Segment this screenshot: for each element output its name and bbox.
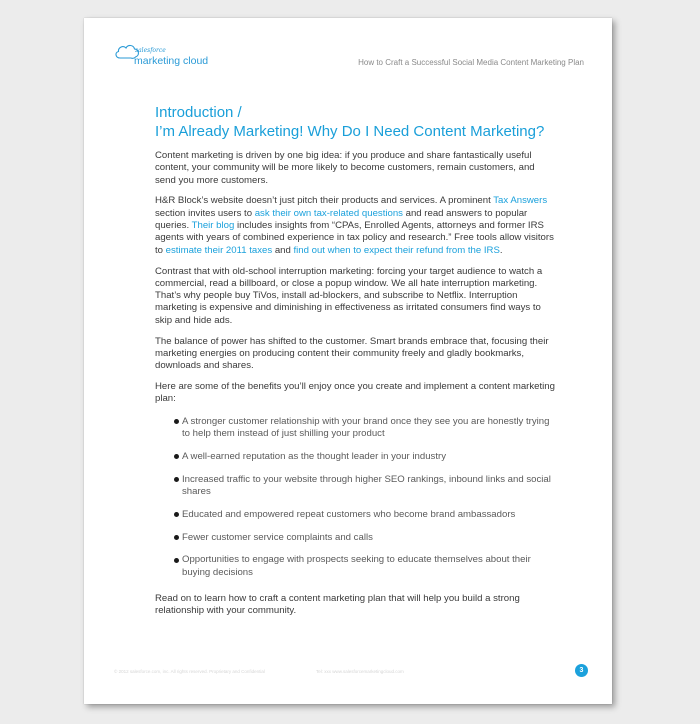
benefit-item bbox=[175, 532, 555, 544]
paragraph-2 bbox=[155, 195, 555, 256]
benefit-text: A stronger customer relationship with your brand once they see you are honestly trying to help them instead of just shilling your product bbox=[182, 415, 550, 440]
footer-copyright: © 2012 salesforce.com, inc. All rights reserved. Proprietary and Confidential bbox=[114, 669, 265, 674]
footer-contact: Tel: xxx www.salesforcemarketingcloud.com bbox=[316, 669, 404, 674]
document-page bbox=[84, 18, 612, 704]
bullet-icon bbox=[174, 558, 179, 563]
p2-text-6: . bbox=[499, 244, 503, 256]
p2-text-2: section invites users to bbox=[155, 207, 255, 219]
section-title-line-1: Introduction / bbox=[155, 104, 242, 121]
benefit-text: Opportunities to engage with prospects seeking to educate themselves about their buying decisions bbox=[182, 554, 531, 578]
marketing-cloud-logo[interactable] bbox=[114, 41, 214, 69]
p2-text-5: and bbox=[272, 244, 294, 256]
paragraph-4: The balance of power has shifted to the customer. Smart brands embrace that, focusing their marketing energies on producing content their community freely and gladly bookmarks, downloads and shares. bbox=[155, 335, 549, 372]
section-title bbox=[155, 104, 575, 141]
benefit-item bbox=[175, 509, 555, 521]
benefit-item bbox=[175, 451, 555, 463]
estimate-taxes-link[interactable]: estimate their 2011 taxes bbox=[165, 244, 273, 256]
logo-brand-text: marketing cloud bbox=[134, 55, 209, 67]
closing-paragraph: Read on to learn how to craft a content marketing plan that will help you build a strong relationship with your community. bbox=[155, 592, 520, 617]
benefit-text: Fewer customer service complaints and calls bbox=[182, 531, 373, 543]
benefit-text: Educated and empowered repeat customers who become brand ambassadors bbox=[182, 508, 516, 520]
benefit-text: A well-earned reputation as the thought leader in your industry bbox=[182, 450, 446, 462]
bullet-icon bbox=[174, 454, 179, 459]
their-blog-link[interactable]: Their blog bbox=[191, 220, 235, 232]
benefit-item bbox=[175, 474, 555, 499]
bullet-icon bbox=[174, 477, 179, 482]
tax-answers-link[interactable]: Tax Answers bbox=[493, 195, 548, 207]
p2-text-1: H&R Block’s website doesn’t just pitch their products and services. A prominent bbox=[155, 195, 494, 207]
bullet-icon bbox=[174, 535, 179, 540]
benefits-intro: Here are some of the benefits you’ll enjoy once you create and implement a content marketing plan: bbox=[155, 381, 555, 405]
benefit-text: Increased traffic to your website through higher SEO rankings, inbound links and social shares bbox=[182, 473, 551, 497]
section-title-line-2: I’m Already Marketing! Why Do I Need Content Marketing? bbox=[155, 122, 545, 140]
paragraph-3: Contrast that with old-school interruption marketing: forcing your target audience to watch a commercial, read a billboard, or close a popup window. We all hate interruption marketing. That’s why people buy TiVos, install ad-blockers, and subscribe to Netflix. Interruption marketing is expensive and diminishing in effectiveness as irritated consumers find ways to skip and hide ads. bbox=[155, 265, 543, 326]
benefits-list bbox=[155, 416, 555, 579]
p2-text-3: and read answers to popular queries. bbox=[155, 207, 528, 232]
document-header-title: How to Craft a Successful Social Media Content Marketing Plan bbox=[358, 58, 584, 67]
p2-text-4: includes insights from “CPAs, Enrolled Agents, attorneys and former IRS agents with years of combined experience in tax policy and research.” Free tools allow visitors to bbox=[155, 220, 554, 256]
benefit-item bbox=[175, 554, 555, 579]
bullet-icon bbox=[174, 512, 179, 517]
page-number-badge: 3 bbox=[575, 664, 588, 677]
paragraph-1: Content marketing is driven by one big idea: if you produce and share fantastically useful content, your community will be more likely to become customers, remain customers, and send you more customers. bbox=[155, 150, 535, 186]
ask-questions-link[interactable]: ask their own tax-related questions bbox=[254, 207, 403, 219]
benefit-item bbox=[175, 416, 555, 441]
refund-irs-link[interactable]: find out when to expect their refund from the IRS bbox=[293, 244, 500, 256]
bullet-icon bbox=[174, 419, 179, 424]
body-content bbox=[155, 150, 555, 626]
logo-salesforce-text: salesforce bbox=[135, 47, 166, 54]
